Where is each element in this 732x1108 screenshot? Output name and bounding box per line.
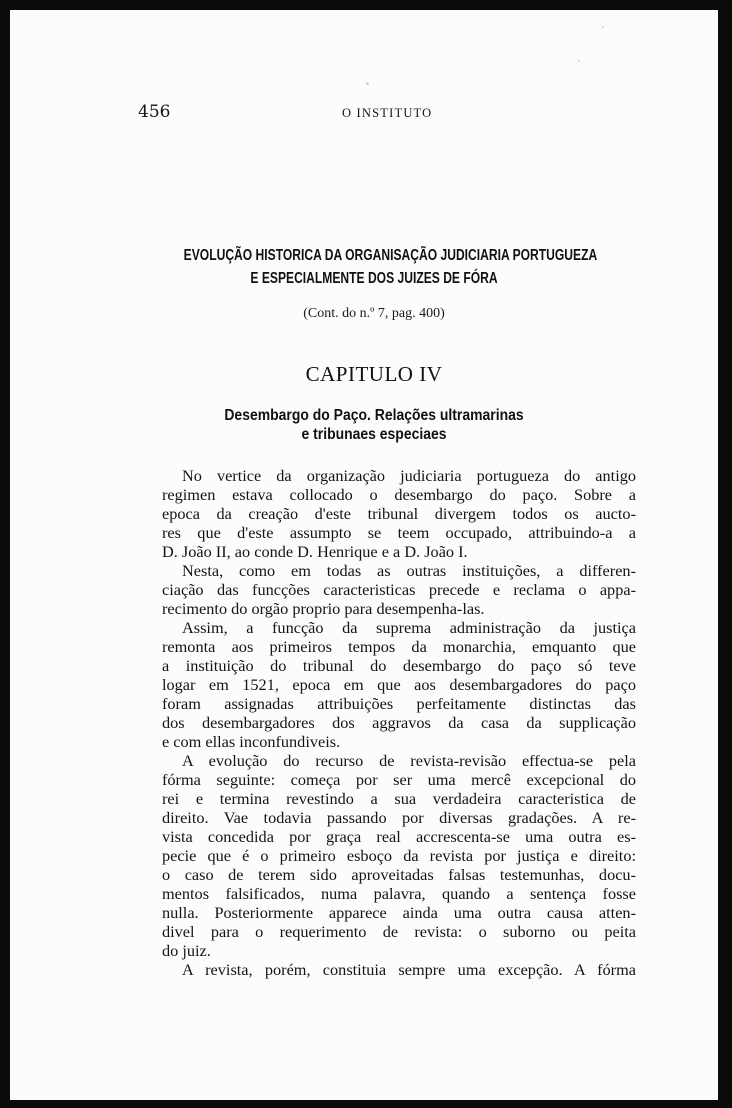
chapter-subtitle xyxy=(154,406,593,444)
body-line: ciação das funcções caracteristicas precede e reclama o appa- xyxy=(162,580,636,599)
body-line: pecie que é o primeiro esboço da revista por justiça e direito: xyxy=(162,846,636,865)
body-line: Assim, a funcção da suprema administração da justiça xyxy=(182,618,636,637)
body-line: remonta aos primeiros tempos da monarchia, emquanto que xyxy=(162,637,636,656)
body-line: dos desembargadores dos aggravos da casa da supplicação xyxy=(162,713,636,732)
body-line: D. João II, ao conde D. Henrique e a D. João I. xyxy=(162,542,468,561)
article-title-line-2: E ESPECIALMENTE DOS JUIZES DE FÓRA xyxy=(250,270,498,287)
continuation-note: (Cont. do n.º 7, pag. 400) xyxy=(303,306,445,321)
chapter-subtitle-line-1: Desembargo do Paço. Relações ultramarinas xyxy=(224,407,524,424)
body-line: nulla. Posteriormente apparece ainda uma outra causa atten- xyxy=(162,903,636,922)
page-number: 456 xyxy=(138,102,171,122)
chapter-subtitle-line-2: e tribunaes especiaes xyxy=(301,426,447,443)
body-line: divel para o requerimento de revista: o suborno ou peita xyxy=(162,922,636,941)
paper-speck xyxy=(602,26,604,28)
journal-title: O INSTITUTO xyxy=(342,106,433,120)
body-text xyxy=(162,466,636,979)
body-line: rei e termina revestindo a sua verdadeira caracteristica de xyxy=(162,789,636,808)
body-line: vista concedida por graça real accrescenta-se uma outra es- xyxy=(162,827,636,846)
body-line: A revista, porém, constituia sempre uma excepção. A fórma xyxy=(182,960,636,979)
body-line: epoca da creação d'este tribunal divergem todos os aucto- xyxy=(162,504,636,523)
body-line: recimento do orgão proprio para desempenha-las. xyxy=(162,599,485,618)
body-line: e com ellas inconfundiveis. xyxy=(162,732,341,751)
body-line: a instituição do tribunal do desembargo do paço só teve xyxy=(162,656,636,675)
body-line: logar em 1521, epoca em que aos desembargadores do paço xyxy=(162,675,636,694)
body-line: foram assignadas attribuições perfeitamente distinctas das xyxy=(162,694,636,713)
paper-speck xyxy=(578,60,580,62)
body-line: o caso de terem sido aproveitadas falsas testemunhas, docu- xyxy=(162,865,636,884)
body-line: No vertice da organização judiciaria portugueza do antigo xyxy=(182,466,636,485)
body-line: Nesta, como em todas as outras instituições, a differen- xyxy=(182,561,636,580)
body-line: do juiz. xyxy=(162,941,211,960)
body-line: mentos falsificados, numa palavra, quando a sentença fosse xyxy=(162,884,636,903)
body-line: regimen estava collocado o desembargo do paço. Sobre a xyxy=(162,485,636,504)
body-line: res que d'este assumpto se teem occupado, attribuindo-a a xyxy=(162,523,636,542)
article-title xyxy=(183,244,598,290)
body-line: fórma seguinte: começa por ser uma mercê excepcional do xyxy=(162,770,636,789)
running-head xyxy=(138,102,608,124)
page-surface xyxy=(10,10,718,1100)
paper-speck xyxy=(366,82,369,85)
article-title-line-1: EVOLUÇÃO HISTORICA DA ORGANISAÇÃO JUDICIARIA PORTUGUEZA xyxy=(183,247,598,264)
body-line: A evolução do recurso de revista-revisão effectua-se pela xyxy=(182,751,636,770)
chapter-heading: CAPITULO IV xyxy=(305,362,443,386)
body-line: direito. Vae todavia passando por diversas gradações. A re- xyxy=(162,808,636,827)
